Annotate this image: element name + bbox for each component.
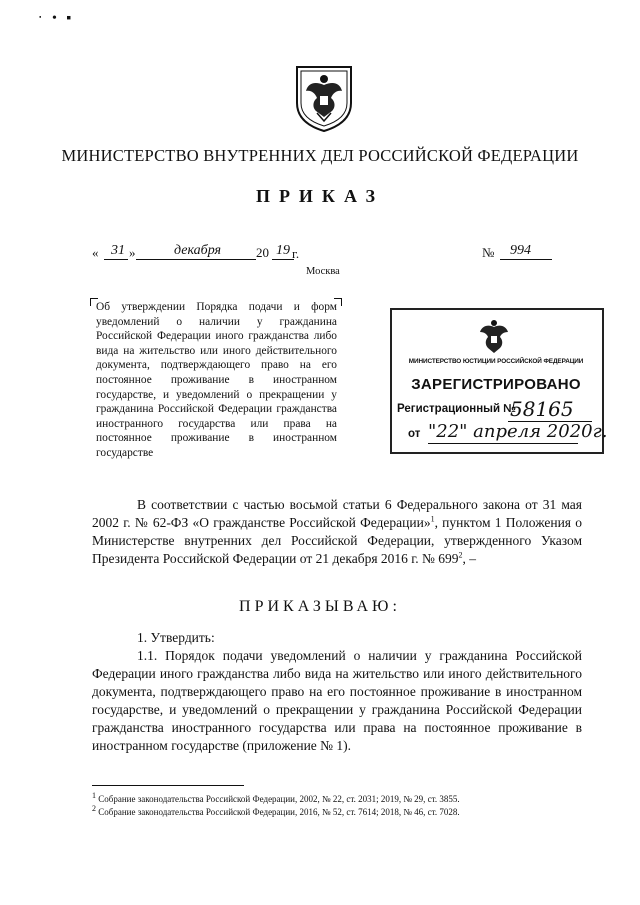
preamble-part2: , пунктом 1 Положения о Министерстве внутренних дел Российской Федерации, утвержденного Указом Президента Российской Федерации от 21 декабря 2016 г. № 699 [92,515,582,566]
year-suffix: 19 [276,243,290,258]
date-month: декабря [174,243,222,258]
stamp-date-label: от [408,428,421,440]
year-prefix: 20 [256,245,269,260]
stamp-date: "22" апреля 2020г. [428,421,608,442]
coat-of-arms-icon [293,63,355,133]
stamp-reg-number: 58165 [510,397,574,421]
document-type: ПРИКАЗ [255,186,385,206]
date-day: 31 [111,243,125,258]
order-word: ПРИКАЗЫВАЮ: [239,598,401,615]
footnote-2 [92,806,572,818]
preamble-part1: В соответствии с частью восьмой статьи 6 Федерального закона от 31 мая 2002 г. № 62-ФЗ «О гражданстве Российской Федерации» [92,497,582,530]
stamp-date-underline [428,443,578,444]
close-quote: » [129,245,136,260]
order-subject: Об утверждении Порядка подачи и форм уведомлений о наличии у гражданина Российской Федерации иного гражданства либо вида на жительство или иного действительного документа, подтверждающего право на его постоянное проживание в иностранном государстве, и уведомлений о прекращении у гражданина Российской Федерации гражданства иностранного государства или права на постоянное проживание в иностранном государстве [96,301,337,459]
open-quote: « [92,245,99,260]
date-line [92,243,562,263]
stamp-ministry: МИНИСТЕРСТВО ЮСТИЦИИ РОССИЙСКОЙ ФЕДЕРАЦИИ [408,358,584,365]
ministry-name: МИНИСТЕРСТВО ВНУТРЕННИХ ДЕЛ РОССИЙСКОЙ ФЕДЕРАЦИИ [61,146,579,165]
footnote-2-text: Собрание законодательства Российской Федерации, 2016, № 52, ст. 7614; 2018, № 46, ст. 7028. [96,807,460,817]
footnote-2-mark: 2 [92,804,96,813]
year-unit: г. [292,246,300,261]
footnote-1-mark: 1 [92,791,96,800]
city: Москва [306,266,340,277]
item-1: 1. Утвердить: [137,630,215,645]
order-number: 994 [510,243,531,258]
footnote-separator [92,785,244,786]
footnote-ref-1: 1 [430,514,435,524]
stamp-title: ЗАРЕГИСТРИРОВАНО [411,376,581,393]
scan-specks: ‧ • ▪ [38,11,75,26]
footnote-1 [92,793,572,805]
item-1-1: 1.1. Порядок подачи уведомлений о наличии у гражданина Российской Федерации иного гражданства либо вида на жительство или иного действительного документа, подтверждающего право на его постоянное проживание в иностранном государстве, и уведомлений о прекращении у гражданина Российской Федерации гражданства иностранного государства или права на постоянное проживание в иностранном государстве (приложение № 1). [92,648,582,753]
footnote-1-text: Собрание законодательства Российской Федерации, 2002, № 22, ст. 2031; 2019, № 29, ст. 3855. [96,794,460,804]
preamble [92,496,582,568]
footnote-ref-2: 2 [458,550,463,560]
stamp-emblem-icon [474,315,514,359]
stamp-reg-label: Регистрационный № [397,403,517,415]
preamble-part3: , – [462,551,477,566]
number-sign: № [482,245,495,260]
